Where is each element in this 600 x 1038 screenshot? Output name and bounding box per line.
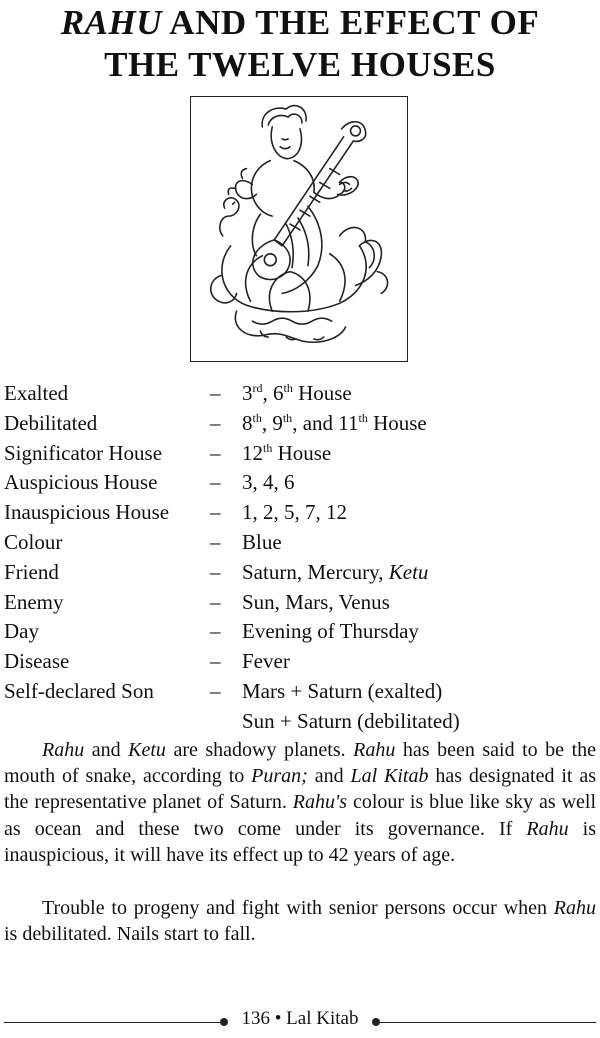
footer-bullet-left (220, 1018, 228, 1026)
fact-row-enemy: Enemy – Sun, Mars, Venus (4, 588, 598, 618)
fact-value: Sun + Saturn (debilitated) (242, 708, 460, 733)
page-title (0, 2, 600, 86)
fact-label: Exalted (4, 381, 69, 405)
page-footer (0, 1006, 600, 1036)
fact-label: Colour (4, 529, 63, 554)
fact-label: Enemy (4, 589, 64, 614)
fact-label: Auspicious House (4, 470, 158, 495)
fact-label: Friend (4, 559, 59, 584)
fact-label: Disease (4, 649, 70, 674)
fact-row-auspicious-house: Auspicious House – 3, 4, 6 (4, 468, 598, 498)
planet-facts-list (4, 379, 598, 737)
fact-label: Day (4, 619, 39, 644)
footer-rule-left (4, 1022, 222, 1023)
fact-row-day: Day – Evening of Thursday (4, 617, 598, 647)
fact-value: 3rd, 6th House (242, 381, 352, 405)
footer-page-number: 136 • Lal Kitab (241, 1008, 359, 1029)
fact-value: 12th House (242, 440, 332, 465)
body-paragraph-2: Trouble to progeny and fight with senior persons occur when Rahu is debilitated. Nails start to fall. (4, 897, 596, 946)
fact-row-exalted: Exalted – 3rd, 6th House (4, 379, 598, 409)
fact-value: 3, 4, 6 (242, 470, 295, 495)
fact-value: 8th, 9th, and 11th House (242, 410, 427, 435)
title-line-1: RAHU AND THE EFFECT OF (60, 3, 540, 42)
fact-row-colour: Colour – Blue (4, 528, 598, 558)
fact-label: Debilitated (4, 410, 98, 435)
fact-label: Self-declared Son (4, 678, 154, 703)
fact-value: Blue (242, 529, 282, 554)
fact-label: Significator House (4, 440, 163, 465)
fact-value: Mars + Saturn (exalted) (242, 678, 443, 703)
fact-label: Inauspicious House (4, 500, 170, 525)
fact-row-self-declared-son: Self-declared Son – Mars + Saturn (exalted) (4, 677, 598, 707)
fact-row-self-declared-son-continued (4, 707, 598, 737)
footer-rule-right (378, 1022, 596, 1023)
fact-value: Evening of Thursday (242, 619, 419, 644)
body-paragraph-1: Rahu and Ketu are shadowy planets. Rahu has been said to be the mouth of snake, according to Puran; and Lal Kitab has designated it as the representative planet of Saturn. Rahu's colour is blue like sky as well as ocean and these two come under its governance. If Rahu is inauspicious, it will have its effect up to 42 years of age. (4, 739, 597, 866)
fact-row-friend: Friend – Saturn, Mercury, Ketu (4, 558, 598, 588)
fact-row-inauspicious-house: Inauspicious House – 1, 2, 5, 7, 12 (4, 498, 598, 528)
fact-row-significator-house: Significator House – 12th House (4, 439, 598, 469)
deity-with-veena-icon (191, 97, 407, 361)
fact-row-disease: Disease – Fever (4, 647, 598, 677)
title-line-2: THE TWELVE HOUSES (104, 45, 496, 84)
deity-illustration (190, 96, 408, 362)
fact-value: Sun, Mars, Venus (242, 589, 390, 614)
fact-row-debilitated: Debilitated – 8th, 9th, and 11th House (4, 409, 598, 439)
fact-value: 1, 2, 5, 7, 12 (242, 500, 347, 525)
fact-value: Saturn, Mercury, Ketu (242, 559, 429, 584)
fact-value: Fever (242, 649, 290, 674)
